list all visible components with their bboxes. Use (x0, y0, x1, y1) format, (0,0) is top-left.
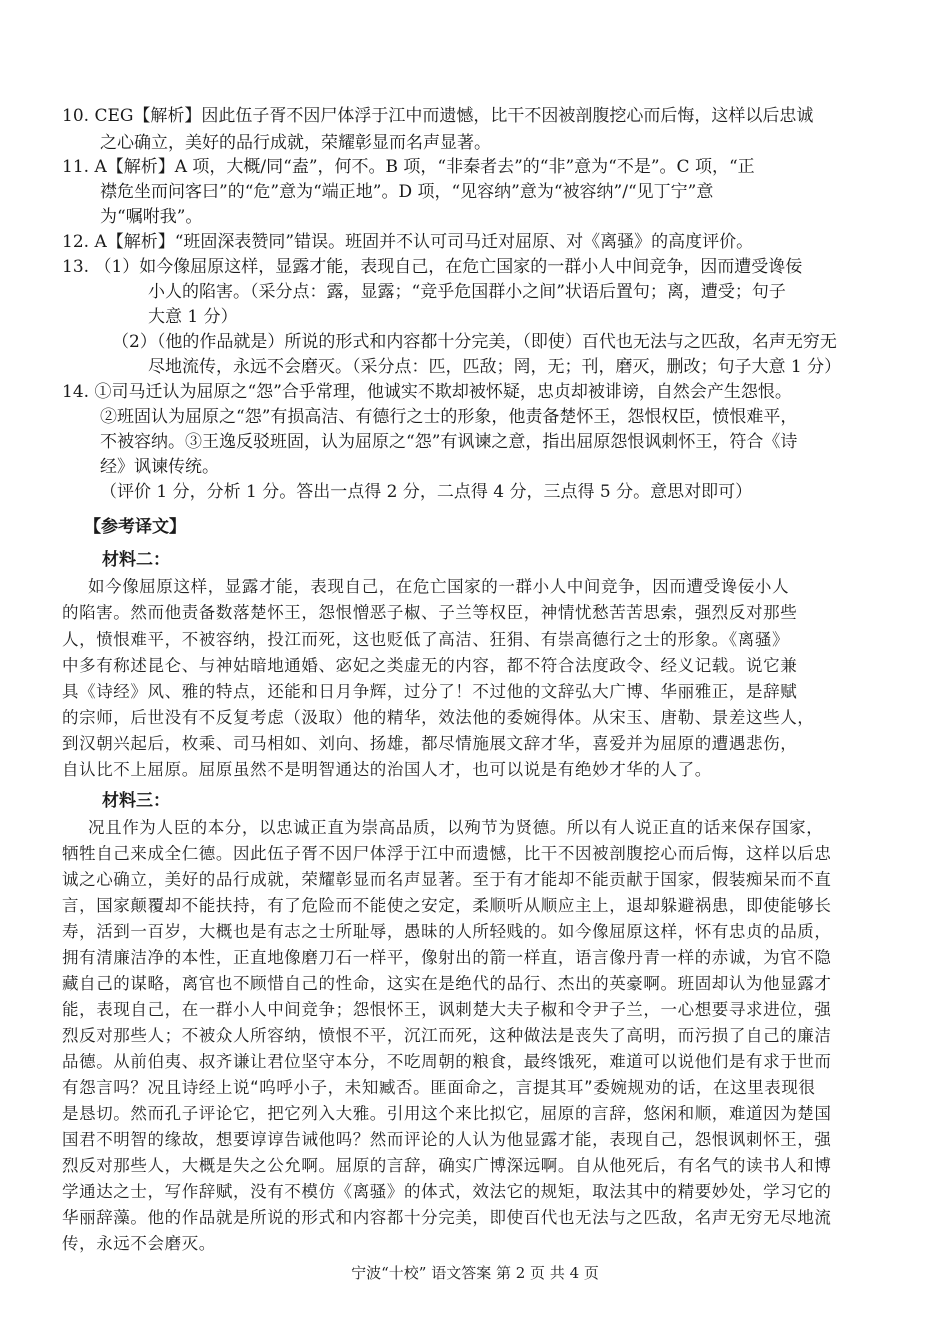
material-3-line: 华丽辞藻。他的作品就是所说的形式和内容都十分完美，即使百代也无法与之匹敌，名声无穷无尽地流 (62, 1208, 832, 1227)
material-3-line: 学通达之士，写作辞赋，没有不模仿《离骚》的体式，效法它的规矩，取法其中的精要妙处，学习它的 (62, 1182, 832, 1201)
material-3-line: 烈反对那些人；不被众人所容纳，愤恨不平，沉江而死，这种做法是丧失了高明，而污损了自己的廉洁 (62, 1026, 832, 1045)
answer-14-line-5: （评价 1 分，分析 1 分。答出一点得 2 分，二点得 4 分，三点得 5 分。意思对即可） (100, 482, 753, 502)
material-3-line: 有怨言吗？况且诗经上说“呜呼小子，未知臧否。匪面命之，言提其耳”委婉规劝的话，在这里表现很 (62, 1078, 816, 1097)
answer-12-line-1: 12. A【解析】“班固深表赞同”错误。班固并不认可司马迁对屈原、对《离骚》的高度评价。 (62, 232, 754, 252)
material-3-line: 藏自己的谋略，离官也不顾惜自己的性命，这实在是绝代的品行、杰出的英豪啊。班固却认为他显露才 (62, 974, 832, 993)
material-3-line: 是恳切。然而孔子评论它，把它列入大雅。引用这个来比拟它，屈原的言辞，悠闲和顺，难道因为楚国 (62, 1104, 832, 1123)
answer-14-line-3: 不被容纳。③王逸反驳班固，认为屈原之“怨”有讽谏之意，指出屈原怨恨讽刺怀王，符合《诗 (100, 432, 798, 452)
answer-13-1-line-2: 小人的陷害。（采分点：露，显露；“竞乎危国群小之间”状语后置句；离，遭受；句子 (148, 282, 786, 302)
material-3-line: 牺牲自己来成全仁德。因此伍子胥不因尸体浮于江中而遗憾，比干不因被剖腹挖心而后悔，这样以后忠 (62, 844, 832, 863)
answer-13-1-line-3: 大意 1 分） (148, 307, 238, 327)
material-3-line: 况且作为人臣的本分，以忠诚正直为崇高品质，以殉节为贤德。所以有人说正直的话来保存国家， (88, 818, 824, 837)
material-3-line: 国君不明智的缘故，想要谆谆告诫他吗？然而评论的人认为他显露才能，表现自己，怨恨讽刺怀王，强 (62, 1130, 832, 1149)
answer-14-line-4: 经》讽谏传统。 (100, 457, 219, 477)
answer-13-1-line-1: 13. （1）如今像屈原这样，显露才能，表现自己，在危亡国家的一群小人中间竞争，因而遭受谗佞 (62, 257, 803, 277)
material-2-title: 材料二： (102, 550, 170, 570)
material-3-line: 拥有清廉洁净的本性，正直地像磨刀石一样平，像射出的箭一样直，语言像丹青一样的赤诚，为官不隐 (62, 948, 832, 967)
material-2-line: 具《诗经》风、雅的特点，还能和日月争辉，过分了！不过他的文辞弘大广博、华丽雅正，是辞赋 (62, 682, 798, 701)
material-3-title: 材料三： (102, 791, 170, 811)
answer-14-line-2: ②班固认为屈原之“怨”有损高洁、有德行之士的形象，他责备楚怀王，怨恨权臣，愤恨难平， (100, 407, 798, 427)
answer-13-2-line-2: 尽地流传，永远不会磨灭。（采分点：匹，匹敌；罔，无；刊，磨灭，删改；句子大意 1 分） (148, 357, 842, 377)
material-2-line: 的宗师，后世没有不反复考虑（汲取）他的精华，效法他的委婉得体。从宋玉、唐勒、景差这些人， (62, 708, 815, 727)
material-3-line: 诚之心确立，美好的品行成就，荣耀彰显而名声显著。至于有才能却不能贡献于国家，假装痴呆而不直 (62, 870, 832, 889)
material-3-line: 品德。从前伯夷、叔齐谦让君位坚守本分，不吃周朝的粮食，最终饿死，难道可以说他们是有求于世而 (62, 1052, 832, 1071)
material-2-line: 自认比不上屈原。屈原虽然不是明智通达的治国人才，也可以说是有绝妙才华的人了。 (62, 760, 712, 779)
material-2-line: 如今像屈原这样，显露才能，表现自己，在危亡国家的一群小人中间竞争，因而遭受谗佞小人 (88, 577, 790, 596)
answer-13-2-line-1: （2）（他的作品就是）所说的形式和内容都十分完美，（即使）百代也无法与之匹敌，名声无穷无 (112, 332, 837, 352)
material-3-line: 烈反对那些人，大概是失之公允啊。屈原的言辞，确实广博深远啊。自从他死后，有名气的读书人和博 (62, 1156, 832, 1175)
page-footer: 宁波“十校” 语文答案 第 2 页 共 4 页 (351, 1264, 599, 1282)
answer-11-line-2: 襟危坐而问客曰”的“危”意为“端正地”。D 项，“见容纳”意为“被容纳”/“见丁宁”意 (100, 182, 714, 202)
material-2-line: 人，愤恨难平，不被容纳，投江而死，这也贬低了高洁、狂狷、有崇高德行之士的形象。《离骚》 (62, 630, 790, 649)
answer-11-line-3: 为“嘱咐我”。 (100, 207, 203, 227)
material-2-line: 的陷害。然而他责备数落楚怀王，怨恨憎恶子椒、子兰等权臣，神情忧愁苦苦思索，强烈反对那些 (62, 603, 798, 622)
answer-14-line-1: 14. ①司马迁认为屈原之“怨”合乎常理，他诚实不欺却被怀疑，忠贞却被诽谤，自然会产生怨恨。 (62, 382, 792, 402)
answer-11-line-1: 11. A【解析】A 项，大概/同“盍”，何不。B 项，“非秦者去”的“非”意为“不是”。C 项，“正 (62, 157, 755, 177)
material-3-line: 言，国家颠覆却不能扶持，有了危险而不能使之安定，柔顺听从顺应主上，退却躲避祸患，即使能够长 (62, 896, 832, 915)
material-3-line: 寿，活到一百岁，大概也是有志之士所耻辱，愚昧的人所轻贱的。如今像屈原这样，怀有忠贞的品质， (62, 922, 832, 941)
material-3-line: 传，永远不会磨灭。 (62, 1234, 216, 1253)
material-3-line: 能，表现自己，在一群小人中间竞争；怨恨怀王，讽刺楚大夫子椒和令尹子兰，一心想要寻求进位，强 (62, 1000, 832, 1019)
answer-10-line-2: 之心确立，美好的品行成就，荣耀彰显而名声显著。 (100, 133, 491, 153)
translation-heading: 【参考译文】 (84, 517, 186, 537)
answer-10-line-1: 10. CEG【解析】因此伍子胥不因尸体浮于江中而遗憾，比干不因被剖腹挖心而后悔，这样以后忠诚 (62, 106, 814, 126)
material-2-line: 中多有称述昆仑、与神姑暗地通婚、宓妃之类虚无的内容，都不符合法度政令、经义记载。说它兼 (62, 656, 798, 675)
material-2-line: 到汉朝兴起后，枚乘、司马相如、刘向、扬雄，都尽情施展文辞才华，喜爱并为屈原的遭遇悲伤， (62, 734, 798, 753)
